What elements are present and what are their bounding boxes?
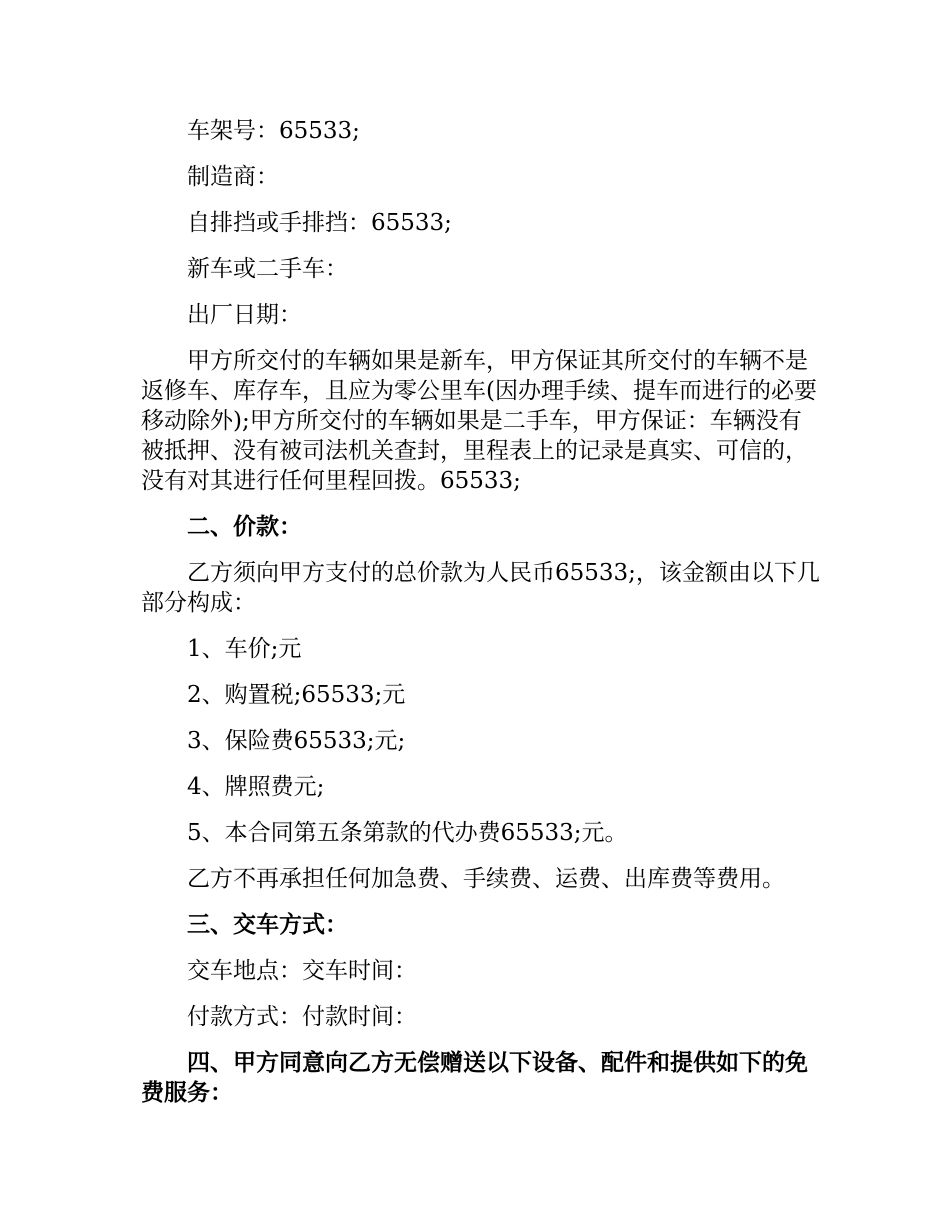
list-item-purchase-tax: 2、购置税;65533;元 (187, 682, 406, 708)
paragraph-payment-method-time: 付款方式：付款时间： (187, 1004, 417, 1030)
document-page (141, 108, 821, 1116)
paragraph-transmission: 自排挡或手排挡：65533; (187, 210, 452, 236)
paragraph-delivery-place-time: 交车地点：交车时间： (187, 958, 417, 984)
heading-free-services: 四、甲方同意向乙方无偿赠送以下设备、配件和提供如下的免费服务： (141, 1049, 808, 1106)
paragraph-no-extra-fees: 乙方不再承担任何加急费、手续费、运费、出库费等费用。 (187, 866, 785, 892)
paragraph-total-price: 乙方须向甲方支付的总价款为人民币65533;，该金额由以下几部分构成： (141, 560, 820, 616)
list-item-license-fee: 4、牌照费元; (187, 774, 325, 800)
heading-price: 二、价款： (187, 513, 302, 540)
list-item-agency-fee: 5、本合同第五条第款的代办费65533;元。 (187, 820, 628, 846)
paragraph-manufacturer: 制造商： (187, 164, 279, 190)
paragraph-new-or-used: 新车或二手车： (187, 256, 348, 282)
paragraph-frame-number: 车架号：65533; (187, 118, 360, 144)
paragraph-production-date: 出厂日期： (187, 302, 302, 328)
list-item-insurance: 3、保险费65533;元; (187, 728, 406, 754)
list-item-car-price: 1、车价;元 (187, 636, 302, 662)
heading-delivery-method: 三、交车方式： (187, 911, 348, 938)
paragraph-vehicle-guarantee: 甲方所交付的车辆如果是新车，甲方保证其所交付的车辆不是返修车、库存车，且应为零公里车(因办理手续、提车而进行的必要移动除外);甲方所交付的车辆如果是二手车，甲方保证：车辆没有被抵押、没有被司法机关查封，里程表上的记录是真实、可信的，没有对其进行任何里程回拨。65533; (141, 348, 817, 494)
